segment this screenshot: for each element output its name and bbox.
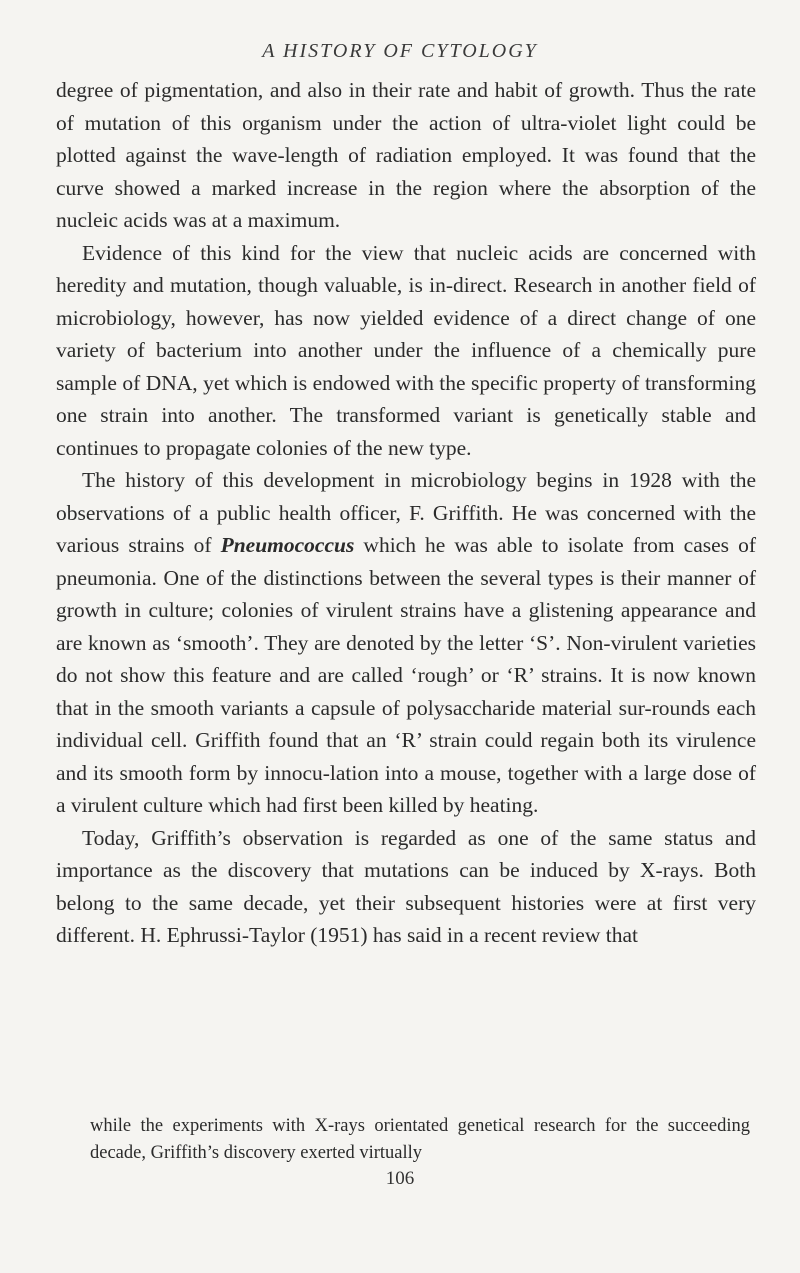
paragraph-3 bbox=[56, 464, 756, 822]
paragraph-2: Evidence of this kind for the view that nucleic acids are concerned with heredity and mutation, though valuable, is in-direct. Research in another field of microbiology, however, has now yielded evidence of a direct change of one variety of bacterium into another under the influence of a chemically pure sample of DNA, yet which is endowed with the specific property of transforming one strain into another. The transformed variant is genetically stable and continues to propagate colonies of the new type. bbox=[56, 240, 756, 460]
taxon-name: Pneumococcus bbox=[220, 533, 355, 557]
body-text bbox=[56, 74, 756, 952]
paragraph-3-lead: The history of this development in microbiology begins in 1928 with the observations of a public health officer, F. Griffith. He was concerned with the various strains of bbox=[56, 468, 756, 557]
page-number: 106 bbox=[385, 1168, 415, 1189]
block-quote: while the experiments with X-rays orientated genetical research for the succeeding decade, Griffith’s discovery exerted virtually bbox=[90, 1116, 750, 1163]
paragraph-1: degree of pigmentation, and also in their rate and habit of growth. Thus the rate of mutation of this organism under the action of ultra-violet light could be plotted against the wave-length of radiation employed. It was found that the curve showed a marked increase in the region where the absorption of the nucleic acids was at a maximum. bbox=[56, 78, 756, 232]
paragraph-4: Today, Griffith’s observation is regarded as one of the same status and importance as the discovery that mutations can be induced by X-rays. Both belong to the same decade, yet their subsequent histories were at first very different. H. Ephrussi-Taylor (1951) has said in a recent review that bbox=[56, 825, 756, 947]
paragraph-3-rest: which he was able to isolate from cases of pneumonia. One of the distinctions between the several types is their manner of growth in culture; colonies of virulent strains have a glistening appearance and are known as ‘smooth’. They are denoted by the letter ‘S’. Non-virulent varieties do not show this feature and are called ‘rough’ or ‘R’ strains. It is now known that in the smooth variants a capsule of polysaccharide material sur-rounds each individual cell. Griffith found that an ‘R’ strain could regain both its virulence and its smooth form by innocu-lation into a mouse, together with a large dose of a virulent culture which had first been killed by heating. bbox=[56, 533, 756, 817]
running-head: A HISTORY OF CYTOLOGY bbox=[262, 40, 538, 62]
